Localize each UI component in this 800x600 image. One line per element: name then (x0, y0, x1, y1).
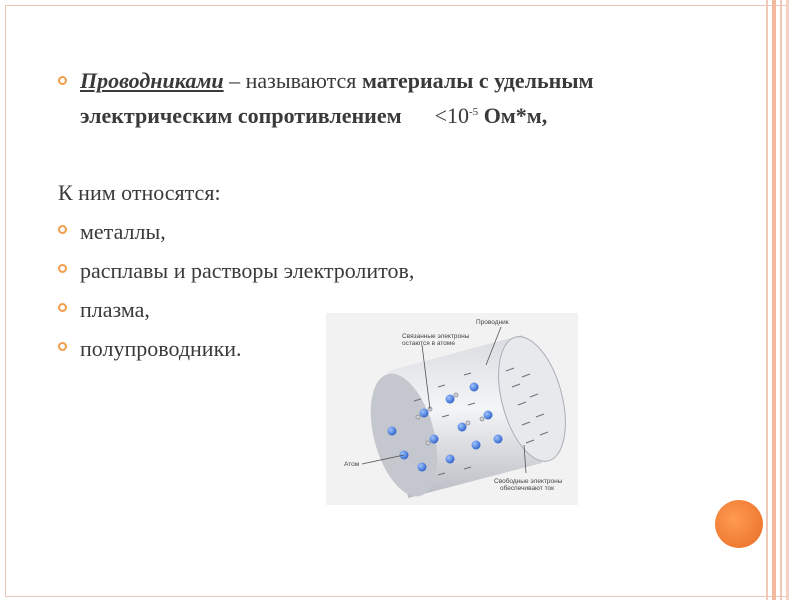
decor-stripe (766, 0, 768, 600)
list-item: расплавы и растворы электролитов, (80, 258, 415, 283)
decor-stripe (786, 0, 789, 600)
label-atom: Атом (344, 461, 360, 468)
bullet-icon (58, 303, 67, 312)
label-conductor: Проводник (476, 319, 509, 326)
definition-line2-text: электрическим сопротивлением (80, 103, 402, 128)
resistivity-exponent: -5 (469, 106, 479, 118)
label-bound-line-1: Связанные электроны (402, 333, 470, 340)
decor-stripe (772, 0, 776, 600)
definition-term: Проводниками (80, 68, 224, 93)
accent-circle (715, 500, 763, 548)
list-item: металлы, (80, 219, 166, 244)
conductor-illustration (326, 313, 578, 505)
list-intro: К ним относятся: (58, 180, 221, 205)
definition-dash: – называются (223, 68, 362, 93)
definition-line-2 (80, 103, 547, 129)
label-bound-line-2: остаются в атоме (402, 340, 455, 347)
label-free-line-2: обеспечивают ток (500, 485, 554, 492)
definition-rest: материалы с удельным (361, 68, 594, 93)
list-item: плазма, (80, 297, 150, 322)
list-item: полупроводники. (80, 336, 242, 361)
definition-line-1 (80, 68, 594, 94)
resistivity-unit: Ом*м, (478, 103, 548, 128)
decor-stripe (780, 0, 782, 600)
bullet-icon (58, 76, 67, 85)
bullet-icon (58, 342, 67, 351)
bullet-icon (58, 264, 67, 273)
label-free-line-1: Свободные электроны (494, 478, 563, 485)
resistivity-value: <10 (434, 103, 470, 128)
bullet-icon (58, 225, 67, 234)
